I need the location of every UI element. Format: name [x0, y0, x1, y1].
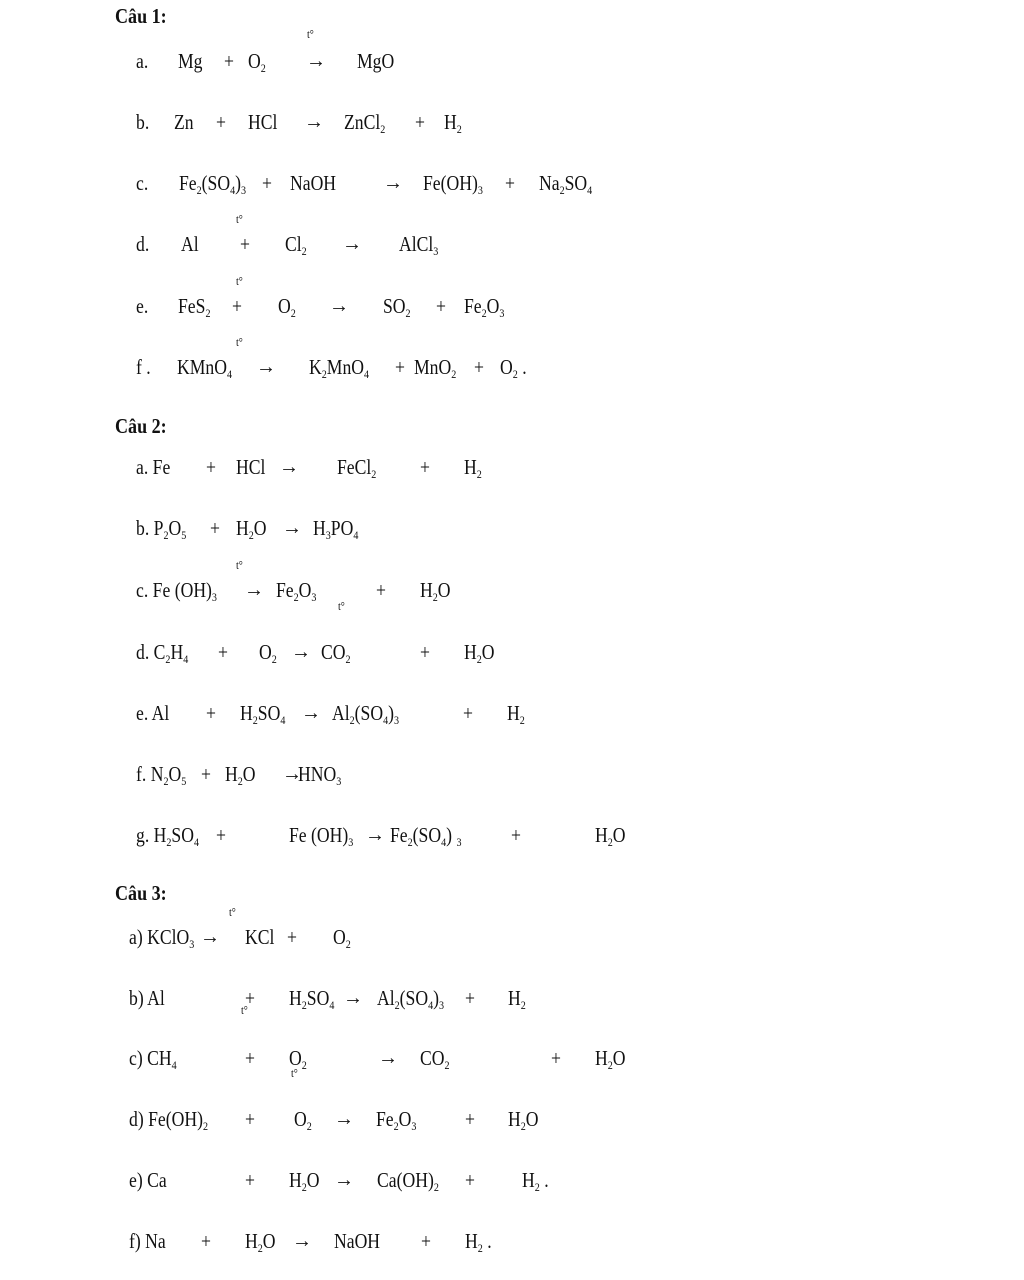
plus-sign: +: [421, 1229, 431, 1253]
plus-sign: +: [436, 294, 446, 318]
reaction-arrow: →: [329, 295, 349, 317]
plus-sign: +: [216, 110, 226, 134]
equation: [129, 1165, 689, 1195]
plus-sign: +: [206, 701, 216, 725]
formula: FeCl$_2$: [337, 455, 377, 481]
formula: $H_3PO_4$: [313, 516, 359, 542]
formula: HCl: [236, 455, 266, 479]
formula: MnO$_2$: [414, 355, 457, 381]
heat-condition: t°: [338, 599, 345, 613]
plus-sign: +: [240, 232, 250, 256]
equation-label: d. $C_2H_4$: [136, 640, 189, 666]
equation: [136, 820, 696, 850]
plus-sign: +: [245, 986, 255, 1010]
formula: $H_2O$: [245, 1229, 276, 1255]
plus-sign: +: [420, 640, 430, 664]
plus-sign: +: [395, 355, 405, 379]
plus-sign: +: [465, 986, 475, 1010]
reaction-arrow: →: [279, 456, 299, 478]
equation-label: e.: [136, 294, 149, 318]
equation-label: c.: [136, 171, 149, 195]
equation: [136, 513, 696, 543]
formula: $SO_2$: [383, 294, 411, 320]
formula: $Fe_2O_3$: [376, 1107, 417, 1133]
formula: NaOH: [290, 171, 337, 195]
reaction-arrow: →: [244, 579, 264, 601]
formula: $O_2$: [289, 1046, 307, 1072]
formula: $H_2$ .: [465, 1229, 492, 1255]
heat-condition: t°: [236, 335, 243, 349]
formula: MgO: [357, 49, 395, 73]
formula: HCl: [248, 110, 278, 134]
reaction-arrow: →: [256, 356, 276, 378]
reaction-arrow: →: [282, 517, 302, 539]
section-heading: Câu 1:: [115, 4, 167, 28]
formula: $O_2$ .: [500, 355, 527, 381]
equation-label: f) Na: [129, 1229, 166, 1253]
reaction-arrow: →: [383, 172, 403, 194]
plus-sign: +: [551, 1046, 561, 1070]
formula: $Al_2(SO_4)_3$: [377, 986, 445, 1012]
formula: $H_2O$: [595, 823, 626, 849]
plus-sign: +: [216, 823, 226, 847]
reaction-arrow: →: [365, 824, 385, 846]
reaction-arrow: →: [378, 1047, 398, 1069]
reaction-arrow: →: [334, 1169, 354, 1191]
plus-sign: +: [232, 294, 242, 318]
formula: $HNO_3$: [298, 762, 342, 788]
formula: $H_2$: [508, 986, 526, 1012]
equation: [136, 759, 696, 789]
formula: $H_2$ .: [522, 1168, 549, 1194]
heat-condition: t°: [236, 212, 243, 226]
formula: $K_2MnO_4$: [309, 355, 370, 381]
plus-sign: +: [465, 1107, 475, 1131]
reaction-arrow: →: [291, 641, 311, 663]
equation: [136, 27, 696, 76]
heat-condition: t°: [229, 905, 236, 919]
formula: $H_2O$: [508, 1107, 539, 1133]
plus-sign: +: [474, 355, 484, 379]
plus-sign: +: [201, 762, 211, 786]
formula: $Fe_2(SO_4)_3$: [179, 171, 247, 197]
equation-label: a.: [136, 49, 149, 73]
equation: [136, 168, 696, 198]
equation: [136, 212, 696, 259]
formula: $H_2O$: [236, 516, 267, 542]
heat-condition: t°: [291, 1066, 298, 1080]
formula: $H_2O$: [464, 640, 495, 666]
plus-sign: +: [420, 455, 430, 479]
plus-sign: +: [287, 925, 297, 949]
heat-condition: t°: [307, 27, 314, 41]
plus-sign: +: [210, 516, 220, 540]
equation: [129, 1226, 689, 1256]
plus-sign: +: [463, 701, 473, 725]
formula: $H_2O$: [225, 762, 256, 788]
reaction-arrow: →: [306, 50, 326, 72]
equation: [136, 452, 696, 482]
formula: $Ca(OH)_2$: [377, 1168, 439, 1194]
plus-sign: +: [505, 171, 515, 195]
plus-sign: +: [201, 1229, 211, 1253]
equation-label: b) Al: [129, 986, 165, 1010]
equation-label: e. Al: [136, 701, 170, 725]
equation: [136, 599, 696, 667]
plus-sign: +: [415, 110, 425, 134]
heat-condition: t°: [236, 558, 243, 572]
formula: Al: [181, 232, 199, 256]
equation-label: a) KClO$_3$: [129, 925, 195, 951]
section-heading: Câu 3:: [115, 881, 167, 905]
formula: $Na_2SO_4$: [539, 171, 593, 197]
equation-label: c. Fe $(OH)_3$: [136, 578, 217, 604]
formula: $H_2O$: [420, 578, 451, 604]
formula: $CO_2$: [321, 640, 351, 666]
heat-condition: t°: [241, 1003, 248, 1017]
formula: $O_2$: [278, 294, 296, 320]
plus-sign: +: [465, 1168, 475, 1192]
formula: $Fe_2O_3$: [464, 294, 505, 320]
formula: $CO_2$: [420, 1046, 450, 1072]
reaction-arrow: →: [301, 702, 321, 724]
equation: [129, 983, 689, 1013]
formula: $O_2$: [333, 925, 351, 951]
plus-sign: +: [245, 1168, 255, 1192]
equation-label: f. $N_2O_5$: [136, 762, 187, 788]
section-heading: Câu 2:: [115, 414, 167, 438]
formula: Mg: [178, 49, 203, 73]
reaction-arrow: →: [304, 111, 324, 133]
equation-label: g. $H_2SO_4$: [136, 823, 200, 849]
formula: FeS$_2$: [178, 294, 211, 320]
equation-label: b. $P_2O_5$: [136, 516, 187, 542]
equation-label: a. Fe: [136, 455, 171, 479]
equation: [136, 698, 696, 728]
formula: $Al_2(SO_4)_3$: [332, 701, 400, 727]
formula: KMnO$_4$: [177, 355, 233, 381]
equation-label: d.: [136, 232, 150, 256]
equation: [129, 1003, 689, 1073]
equation: [136, 107, 696, 137]
reaction-arrow: →: [200, 926, 220, 948]
formula: $H_2O$: [595, 1046, 626, 1072]
equation: [136, 274, 696, 321]
equation: [129, 905, 689, 952]
plus-sign: +: [245, 1046, 255, 1070]
plus-sign: +: [206, 455, 216, 479]
reaction-arrow: →: [282, 763, 302, 785]
formula: KCl: [245, 925, 275, 949]
equation-label: b.: [136, 110, 150, 134]
formula: $O_2$: [248, 49, 266, 75]
equation-label: e) Ca: [129, 1168, 167, 1192]
formula: AlCl$_3$: [399, 232, 439, 258]
formula: $Fe_2(SO_4)$ $_3$: [390, 823, 462, 849]
formula: NaOH: [334, 1229, 381, 1253]
formula: $H_2SO_4$: [289, 986, 335, 1012]
formula: $Fe_2O_3$: [276, 578, 317, 604]
reaction-arrow: →: [334, 1108, 354, 1130]
formula: ZnCl$_2$: [344, 110, 386, 136]
formula: $Fe(OH)_3$: [423, 171, 483, 197]
formula: $H_2SO_4$: [240, 701, 286, 727]
equation: [129, 1066, 689, 1134]
equation-label: d) $Fe(OH)_2$: [129, 1107, 209, 1133]
equation-label: f .: [136, 355, 151, 379]
formula: $H_2$: [444, 110, 462, 136]
heat-condition: t°: [236, 274, 243, 288]
reaction-arrow: →: [292, 1230, 312, 1252]
formula: $H_2O$: [289, 1168, 320, 1194]
formula: Zn: [174, 110, 194, 134]
formula: Fe $(OH)_3$: [289, 823, 354, 849]
equation: [136, 335, 696, 382]
plus-sign: +: [218, 640, 228, 664]
equation-label: c) $CH_4$: [129, 1046, 177, 1072]
reaction-arrow: →: [343, 987, 363, 1009]
formula: $H_2$: [507, 701, 525, 727]
plus-sign: +: [262, 171, 272, 195]
plus-sign: +: [245, 1107, 255, 1131]
formula: $O_2$: [294, 1107, 312, 1133]
equation: [136, 558, 696, 605]
reaction-arrow: →: [342, 233, 362, 255]
formula: $O_2$: [259, 640, 277, 666]
formula: $Cl_2$: [285, 232, 307, 258]
plus-sign: +: [224, 49, 234, 73]
plus-sign: +: [511, 823, 521, 847]
formula: $H_2$: [464, 455, 482, 481]
plus-sign: +: [376, 578, 386, 602]
